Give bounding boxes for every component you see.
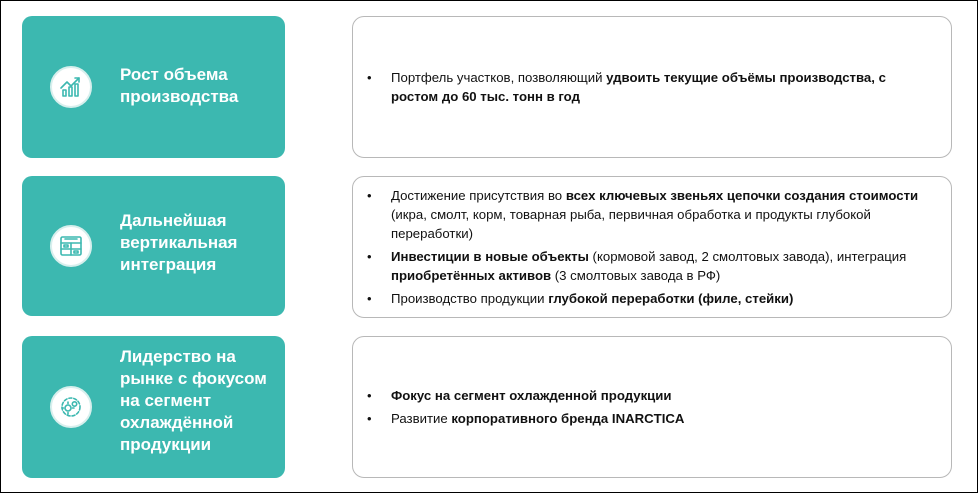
strategy-card: [22, 336, 285, 478]
strategy-title: Дальнейшая вертикальная интеграция: [120, 211, 238, 274]
bullet-item: [391, 186, 933, 243]
growth-chart-icon: [50, 66, 92, 108]
strategy-title: Рост объема производства: [120, 65, 239, 106]
bullet-bold-text: Фокус на сегмент охлажденной продукции: [391, 388, 672, 403]
bullet-item: [391, 386, 933, 405]
bullet-bold-text: глубокой переработки (филе, стейки): [548, 291, 794, 306]
bullet-text: Развитие: [391, 411, 452, 426]
bullet-item: [391, 247, 933, 285]
bullet-item: [391, 68, 933, 106]
bullet-item: [391, 409, 933, 428]
bullet-bold-text: всех ключевых звеньях цепочки создания стоимости: [565, 188, 919, 203]
bullet-text: Достижение присутствия во: [391, 188, 566, 203]
bullet-text: (икра, смолт, корм, товарная рыба, первичная обработка и продукты глубокой переработки): [391, 207, 871, 241]
strategy-card: [22, 176, 285, 316]
strategy-card: [22, 16, 285, 158]
bullet-bold-text: удвоить текущие объёмы производства, с ростом до 60 тыс. тонн в год: [391, 70, 886, 104]
bullet-text: Портфель участков, позволяющий: [391, 70, 607, 85]
strategy-description: [352, 16, 952, 158]
bullet-bold-text: Инвестиции в новые объекты: [391, 249, 589, 264]
bullet-text: Производство продукции: [391, 291, 549, 306]
bullet-bold-text: приобретённых активов: [391, 268, 552, 283]
strategy-description: [352, 176, 952, 318]
integration-blocks-icon: [50, 225, 92, 267]
bullet-item: [391, 289, 933, 308]
strategy-title: Лидерство на рынке с фокусом на сегмент охлаждённой продукции: [120, 347, 267, 454]
gears-focus-icon: [50, 386, 92, 428]
strategy-description: [352, 336, 952, 478]
bullet-bold-text: корпоративного бренда INARCTICA: [451, 411, 685, 426]
bullet-text: (3 смолтовых завода в РФ): [551, 268, 721, 283]
bullet-text: (кормовой завод, 2 смолтовых завода), интеграция: [588, 249, 907, 264]
